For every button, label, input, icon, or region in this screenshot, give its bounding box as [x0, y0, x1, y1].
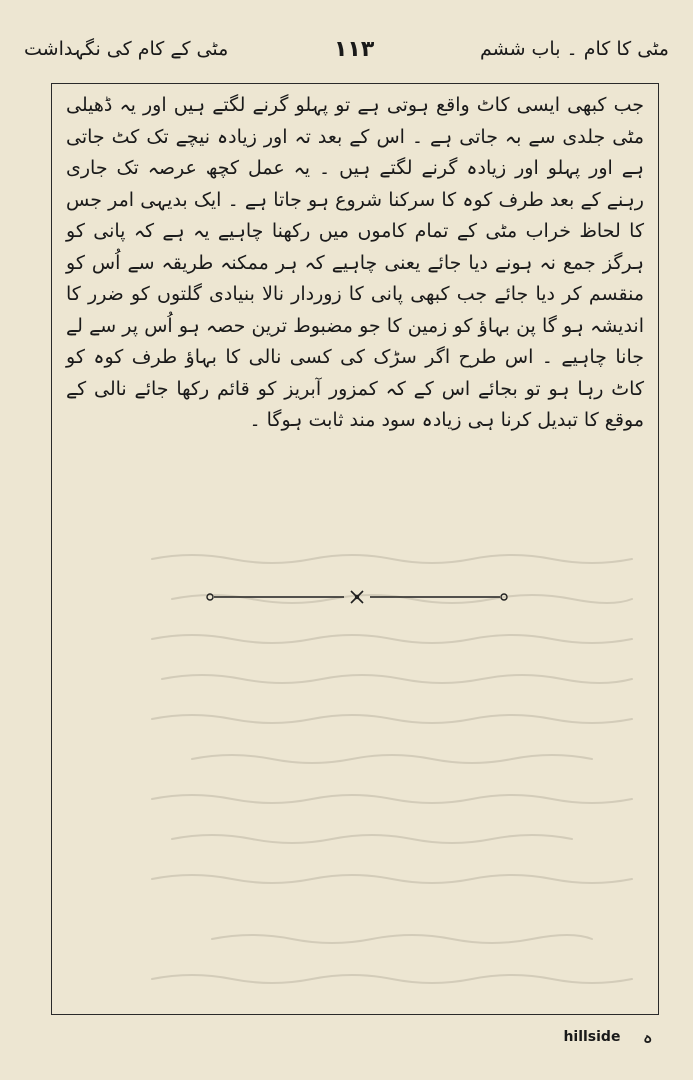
page-number: ۱۱۳: [334, 36, 375, 62]
body-text: [66, 90, 644, 437]
bleed-through-texture: [132, 539, 672, 1019]
header-chapter-title: مٹی کا کام ۔ باب ششم: [479, 38, 669, 60]
divider-ornament-icon: [204, 590, 510, 604]
page-footer: [563, 1025, 653, 1049]
footer-signature-mark: ہ: [642, 1026, 653, 1048]
running-header: [24, 26, 669, 72]
footer-catchword: hillside: [563, 1029, 621, 1045]
header-section-title: مٹی کے کام کی نگہداشت: [24, 38, 229, 60]
body-paragraph: جب کبھی ایسی کاٹ واقع ہوتی ہے تو پہلو گرنے لگتے ہیں اور یہ ڈھیلی مٹی جلدی سے بہ جاتی ہے ۔ اس کے بعد تہ اور زیادہ نیچے تک کٹ جاتی ہے اور پہلو اور زیادہ گرنے لگتے ہیں ۔ یہ عمل کچھ عرصہ تک جاری رہنے کے بعد طرف کوہ کا سرکنا شروع ہو جاتا ہے ۔ ایک بدیہی امر جس کا لحاظ خراب مٹی کے تمام کاموں میں رکھنا چاہیے یہ ہے کہ پانی کو ہرگز جمع نہ ہونے دیا جائے یعنی چاہیے کہ ہر ممکنہ طریقہ سے اُس کو منقسم کر دیا جائے جب کبھی پانی کا زوردار نالا بنیادی گلتوں کو ضرر کا اندیشہ ہو گا پن بہاؤ کو زمین کا جو مضبوط ترین حصہ ہو اُس پر سے لے جانا چاہیے ۔ اس طرح اگر سڑک کی کسی نالی کا بہاؤ طرف کوہ کو کاٹ رہا ہو تو بجائے اس کے کہ کمزور آبریز کو قائم رکھا جائے نالی کے موقع کا تبدیل کرنا ہی زیادہ سود مند ثابت ہوگا ۔: [66, 94, 644, 431]
section-divider-ornament: [204, 590, 510, 604]
text-frame: [51, 83, 659, 1015]
